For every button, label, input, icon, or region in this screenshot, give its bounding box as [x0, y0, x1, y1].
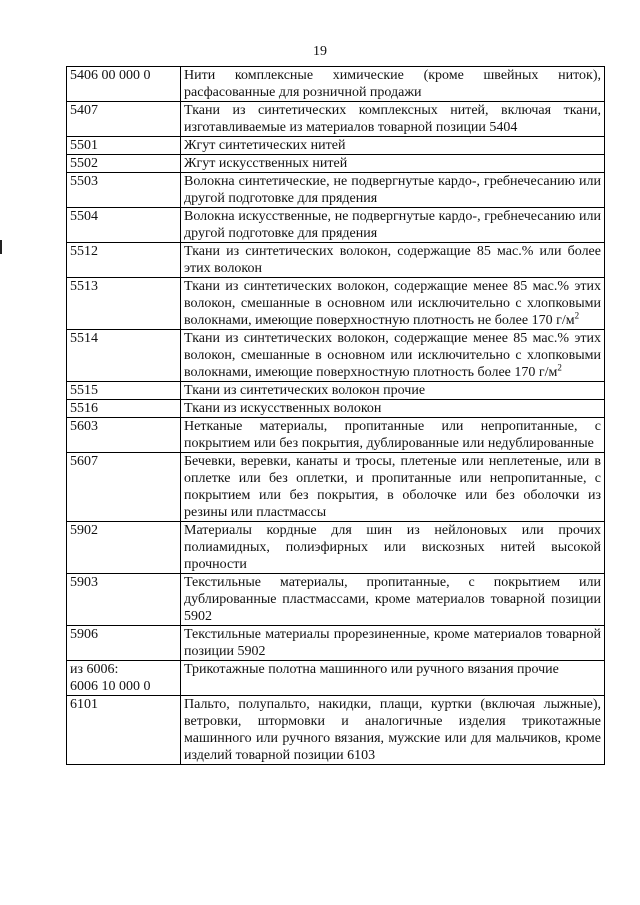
description-cell	[181, 243, 605, 278]
description-text: Материалы кордные для шин из нейлоновых или прочих полиамидных, полиэфирных или вискозных нитей высокой прочности	[184, 523, 601, 572]
description-text: Ткани из синтетических волокон, содержащие менее 85 мас.% этих волокон, смешанные в основном или исключительно с хлопковыми волокнами, имеющие поверхностную плотность более 170 г/м	[184, 331, 601, 380]
description-cell	[181, 418, 605, 453]
description-text: Пальто, полупальто, накидки, плащи, куртки (включая лыжные), ветровки, штормовки и аналогичные изделия трикотажные машинного или ручного вязания, мужские или для мальчиков, кроме изделий товарной позиции 6103	[184, 697, 601, 763]
unit-superscript: 2	[557, 362, 562, 373]
description-cell	[181, 67, 605, 102]
code-cell: 6101	[67, 696, 181, 765]
code-cell: 5514	[67, 330, 181, 382]
table-row	[67, 102, 605, 137]
code-cell: 5515	[67, 382, 181, 400]
page-number: 19	[313, 44, 327, 59]
code-cell: из 6006: 6006 10 000 0	[67, 661, 181, 696]
description-text: Ткани из синтетических комплексных нитей, включая ткани, изготавливаемые из материалов товарной позиции 5404	[184, 103, 601, 135]
description-text: Текстильные материалы, пропитанные, с покрытием или дублированные пластмассами, кроме материалов товарной позиции 5902	[184, 575, 601, 624]
code-cell: 5902	[67, 522, 181, 574]
description-cell	[181, 155, 605, 173]
description-text: Волокна синтетические, не подвергнутые кардо-, гребнечесанию или другой подготовке для прядения	[184, 174, 601, 206]
description-text: Трикотажные полотна машинного или ручного вязания прочие	[184, 662, 559, 677]
code-cell: 5603	[67, 418, 181, 453]
code-cell: 5607	[67, 453, 181, 522]
code-cell: 5501	[67, 137, 181, 155]
description-text: Ткани из синтетических волокон, содержащие менее 85 мас.% этих волокон, смешанные в основном или исключительно с хлопковыми волокнами, имеющие поверхностную плотность не более 170 г/м	[184, 279, 601, 328]
code-cell: 5406 00 000 0	[67, 67, 181, 102]
description-cell	[181, 278, 605, 330]
table-row	[67, 453, 605, 522]
table-row	[67, 208, 605, 243]
table-row	[67, 137, 605, 155]
table-row	[67, 400, 605, 418]
table-row	[67, 574, 605, 626]
description-text: Нити комплексные химические (кроме швейных ниток), расфасованные для розничной продажи	[184, 68, 601, 100]
code-cell: 5407	[67, 102, 181, 137]
table-row	[67, 696, 605, 765]
description-cell	[181, 661, 605, 696]
description-cell	[181, 574, 605, 626]
description-cell	[181, 522, 605, 574]
description-text: Нетканые материалы, пропитанные или непропитанные, с покрытием или без покрытия, дублированные или недублированные	[184, 419, 601, 451]
description-cell	[181, 696, 605, 765]
table-row	[67, 382, 605, 400]
description-text: Текстильные материалы прорезиненные, кроме материалов товарной позиции 5902	[184, 627, 601, 659]
description-cell	[181, 102, 605, 137]
code-cell: 5516	[67, 400, 181, 418]
code-cell: 5903	[67, 574, 181, 626]
description-cell	[181, 382, 605, 400]
code-cell: 5502	[67, 155, 181, 173]
description-text: Ткани из искусственных волокон	[184, 401, 382, 416]
description-cell	[181, 400, 605, 418]
code-cell: 5906	[67, 626, 181, 661]
table-row	[67, 278, 605, 330]
description-cell	[181, 137, 605, 155]
code-cell: 5512	[67, 243, 181, 278]
description-cell	[181, 453, 605, 522]
table-row	[67, 330, 605, 382]
table-row	[67, 67, 605, 102]
table-row	[67, 661, 605, 696]
description-text: Волокна искусственные, не подвергнутые кардо-, гребнечесанию или другой подготовке для прядения	[184, 209, 601, 241]
table-row	[67, 155, 605, 173]
description-text: Ткани из синтетических волокон, содержащие 85 мас.% или более этих волокон	[184, 244, 601, 276]
tariff-code-table	[66, 66, 605, 765]
table-body	[67, 67, 605, 765]
description-text: Жгут синтетических нитей	[184, 138, 346, 153]
scan-edge-mark	[0, 240, 2, 254]
table-row	[67, 626, 605, 661]
description-cell	[181, 330, 605, 382]
table-row	[67, 173, 605, 208]
table-row	[67, 243, 605, 278]
description-cell	[181, 173, 605, 208]
code-cell: 5503	[67, 173, 181, 208]
description-text: Ткани из синтетических волокон прочие	[184, 383, 426, 398]
code-cell: 5504	[67, 208, 181, 243]
table-row	[67, 522, 605, 574]
code-cell: 5513	[67, 278, 181, 330]
description-cell	[181, 208, 605, 243]
description-cell	[181, 626, 605, 661]
description-text: Жгут искусственных нитей	[184, 156, 348, 171]
table-row	[67, 418, 605, 453]
unit-superscript: 2	[574, 310, 580, 321]
description-text: Бечевки, веревки, канаты и тросы, плетеные или неплетеные, или в оплетке или без оплетки, и пропитанные или непропитанные, с покрытием или без покрытия, в оболочке или без оболочки из резины или пластмассы	[184, 454, 601, 520]
